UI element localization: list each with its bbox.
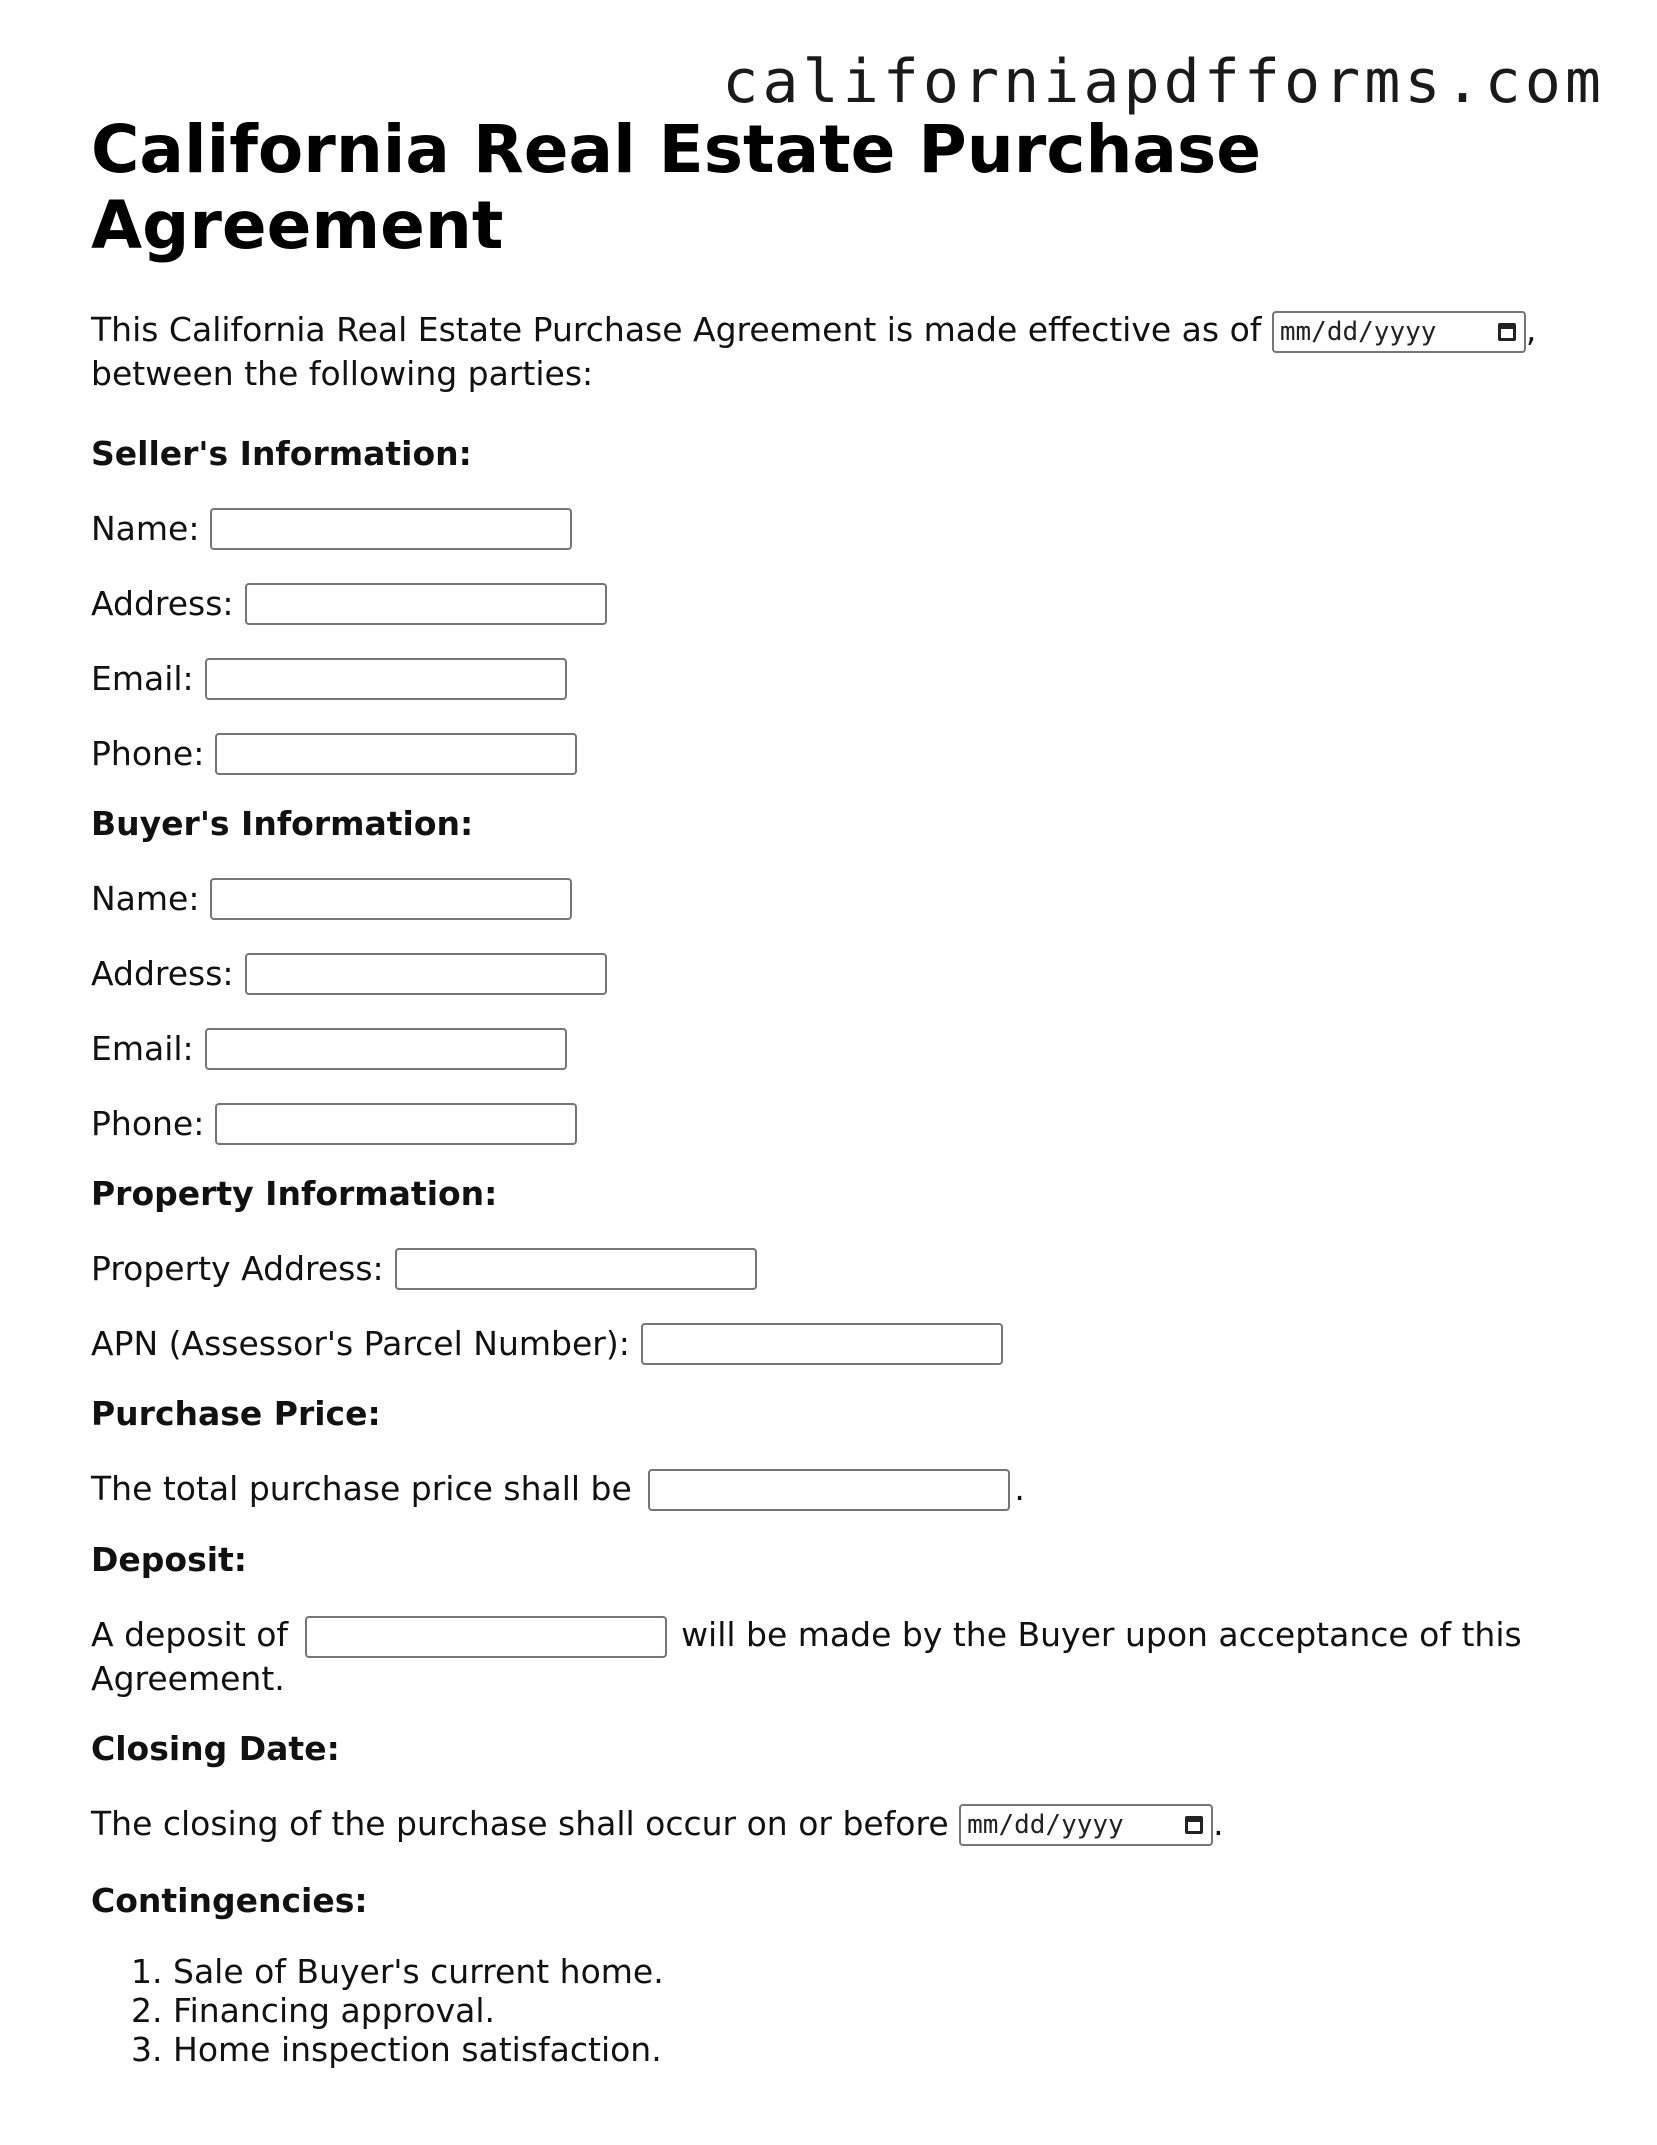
deposit-heading: Deposit:	[91, 1540, 247, 1579]
contingencies-list	[91, 1952, 1566, 2069]
seller-phone-label: Phone:	[91, 733, 205, 773]
buyer-address-row	[91, 953, 1566, 995]
seller-email-label: Email:	[91, 658, 194, 698]
buyer-name-row	[91, 878, 1566, 920]
deposit-text-start: A deposit of	[91, 1615, 289, 1654]
seller-email-row	[91, 658, 1566, 700]
list-item: 1. Sale of Buyer's current home.	[173, 1952, 1566, 1991]
list-item: 2. Financing approval.	[173, 1991, 1566, 2030]
agreement-form	[91, 112, 1566, 2069]
intro-paragraph	[91, 309, 1566, 395]
deposit-amount-input[interactable]	[305, 1616, 667, 1658]
seller-address-label: Address:	[91, 583, 234, 623]
seller-name-row	[91, 508, 1566, 550]
buyer-heading: Buyer's Information:	[91, 803, 474, 843]
property-address-row	[91, 1248, 1566, 1290]
closing-date-input[interactable]	[959, 1804, 1213, 1846]
price-text: The total purchase price shall be	[91, 1468, 632, 1508]
closing-text: The closing of the purchase shall occur on or before	[91, 1803, 949, 1843]
apn-input[interactable]	[641, 1323, 1003, 1365]
apn-row	[91, 1323, 1566, 1365]
buyer-phone-label: Phone:	[91, 1103, 205, 1143]
effective-date-input[interactable]	[1272, 311, 1526, 353]
site-watermark: californiapdfforms.com	[722, 47, 1605, 117]
list-item: 3. Home inspection satisfaction.	[173, 2030, 1566, 2069]
buyer-address-label: Address:	[91, 953, 234, 993]
buyer-name-input[interactable]	[210, 878, 572, 920]
deposit-paragraph	[91, 1614, 1566, 1700]
buyer-email-row	[91, 1028, 1566, 1070]
property-address-label: Property Address:	[91, 1248, 384, 1288]
buyer-address-input[interactable]	[245, 953, 607, 995]
buyer-email-label: Email:	[91, 1028, 194, 1068]
buyer-name-label: Name:	[91, 878, 200, 918]
calendar-icon[interactable]	[1498, 323, 1516, 341]
price-heading: Purchase Price:	[91, 1393, 381, 1433]
deposit-text-end: will be made by the Buyer upon acceptance of this Agreement.	[91, 1615, 1522, 1698]
seller-name-input[interactable]	[210, 508, 572, 550]
property-address-input[interactable]	[395, 1248, 757, 1290]
closing-date-placeholder: mm/dd/yyyy	[967, 1810, 1124, 1840]
intro-text: This California Real Estate Purchase Agreement is made effective as of	[91, 310, 1262, 349]
calendar-icon[interactable]	[1185, 1816, 1203, 1834]
contingencies-heading: Contingencies:	[91, 1881, 368, 1920]
closing-paragraph	[91, 1803, 1566, 1847]
price-suffix: .	[1014, 1468, 1025, 1508]
purchase-price-input[interactable]	[648, 1469, 1010, 1511]
seller-address-row	[91, 583, 1566, 625]
price-paragraph	[91, 1468, 1566, 1512]
closing-heading: Closing Date:	[91, 1728, 340, 1768]
buyer-phone-input[interactable]	[215, 1103, 577, 1145]
closing-suffix: .	[1213, 1803, 1224, 1843]
buyer-email-input[interactable]	[205, 1028, 567, 1070]
buyer-phone-row	[91, 1103, 1566, 1145]
seller-heading: Seller's Information:	[91, 433, 472, 473]
seller-phone-input[interactable]	[215, 733, 577, 775]
apn-label: APN (Assessor's Parcel Number):	[91, 1323, 630, 1363]
seller-email-input[interactable]	[205, 658, 567, 700]
seller-name-label: Name:	[91, 508, 200, 548]
seller-phone-row	[91, 733, 1566, 775]
intro-text-end: , between the following parties:	[91, 310, 1537, 393]
effective-date-placeholder: mm/dd/yyyy	[1279, 316, 1437, 347]
seller-address-input[interactable]	[245, 583, 607, 625]
property-heading: Property Information:	[91, 1173, 498, 1213]
page-title: California Real Estate Purchase Agreement	[91, 111, 1262, 264]
